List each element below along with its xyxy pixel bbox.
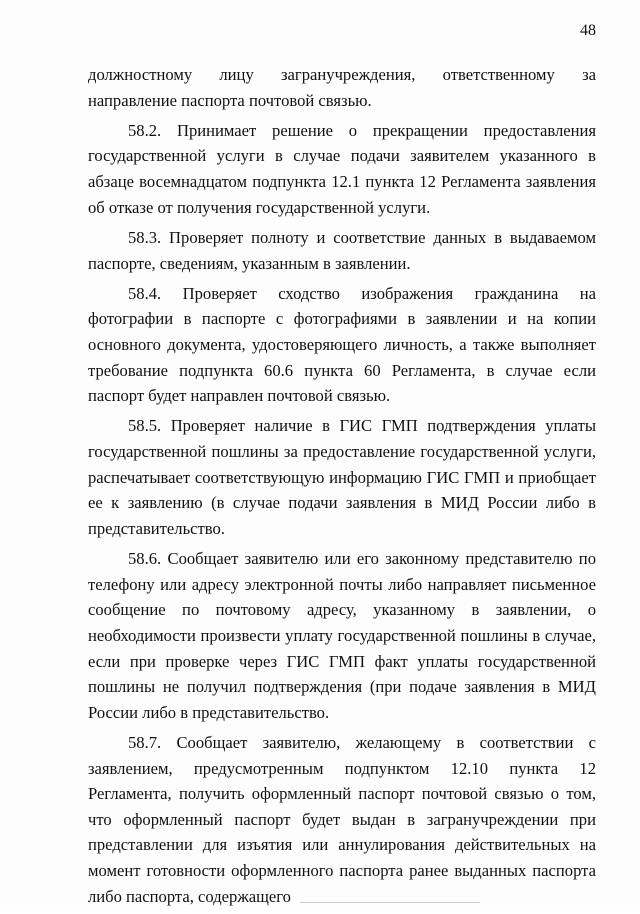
document-body <box>88 62 596 914</box>
scan-artifact-line <box>300 902 480 903</box>
paragraph-58-5: 58.5. Проверяет наличие в ГИС ГМП подтверждения уплаты государственной пошлины за предоставление государственной услуги, распечатывает соответствующую информацию ГИС ГМП и приобщает ее к заявлению (в случае подачи заявления в МИД России либо в представительство. <box>88 416 596 538</box>
paragraph-58-3: 58.3. Проверяет полноту и соответствие данных в выдаваемом паспорте, сведениям, указанным в заявлении. <box>88 227 596 273</box>
page-number: 48 <box>580 22 596 39</box>
paragraph-continuation: должностному лицу загранучреждения, ответственному за направление паспорта почтовой связью. <box>88 65 596 110</box>
paragraph-58-7: 58.7. Сообщает заявителю, желающему в соответствии с заявлением, предусмотренным подпунктом 12.10 пункта 12 Регламента, получить оформленный паспорт почтовой связью о том, что оформленный паспорт будет выдан в загранучреждении при представлении для изъятия или аннулирования действительных на момент готовности оформленного паспорта ранее выданных паспорта либо паспорта, содержащего <box>88 732 596 906</box>
paragraph-58-4: 58.4. Проверяет сходство изображения гражданина на фотографии в паспорте с фотографиями в заявлении и на копии основного документа, удостоверяющего личность, а также выполняет требование подпункта 60.6 пункта 60 Регламента, в случае если паспорт будет направлен почтовой связью. <box>88 283 596 406</box>
paragraph-58-6: 58.6. Сообщает заявителю или его законному представителю по телефону или адресу электронной почты либо направляет письменное сообщение по почтовому адресу, указанному в заявлении, о необходимости произвести уплату государственной пошлины в случае, если при проверке через ГИС ГМП факт уплаты государственной пошлины не получил подтверждения (при подаче заявления в МИД России либо в представительство. <box>88 549 596 722</box>
paragraph-58-2: 58.2. Принимает решение о прекращении предоставления государственной услуги в случае подачи заявителем указанного в абзаце восемнадцатом подпункта 12.1 пункта 12 Регламента заявления об отказе от получения государственной услуги. <box>88 120 596 217</box>
